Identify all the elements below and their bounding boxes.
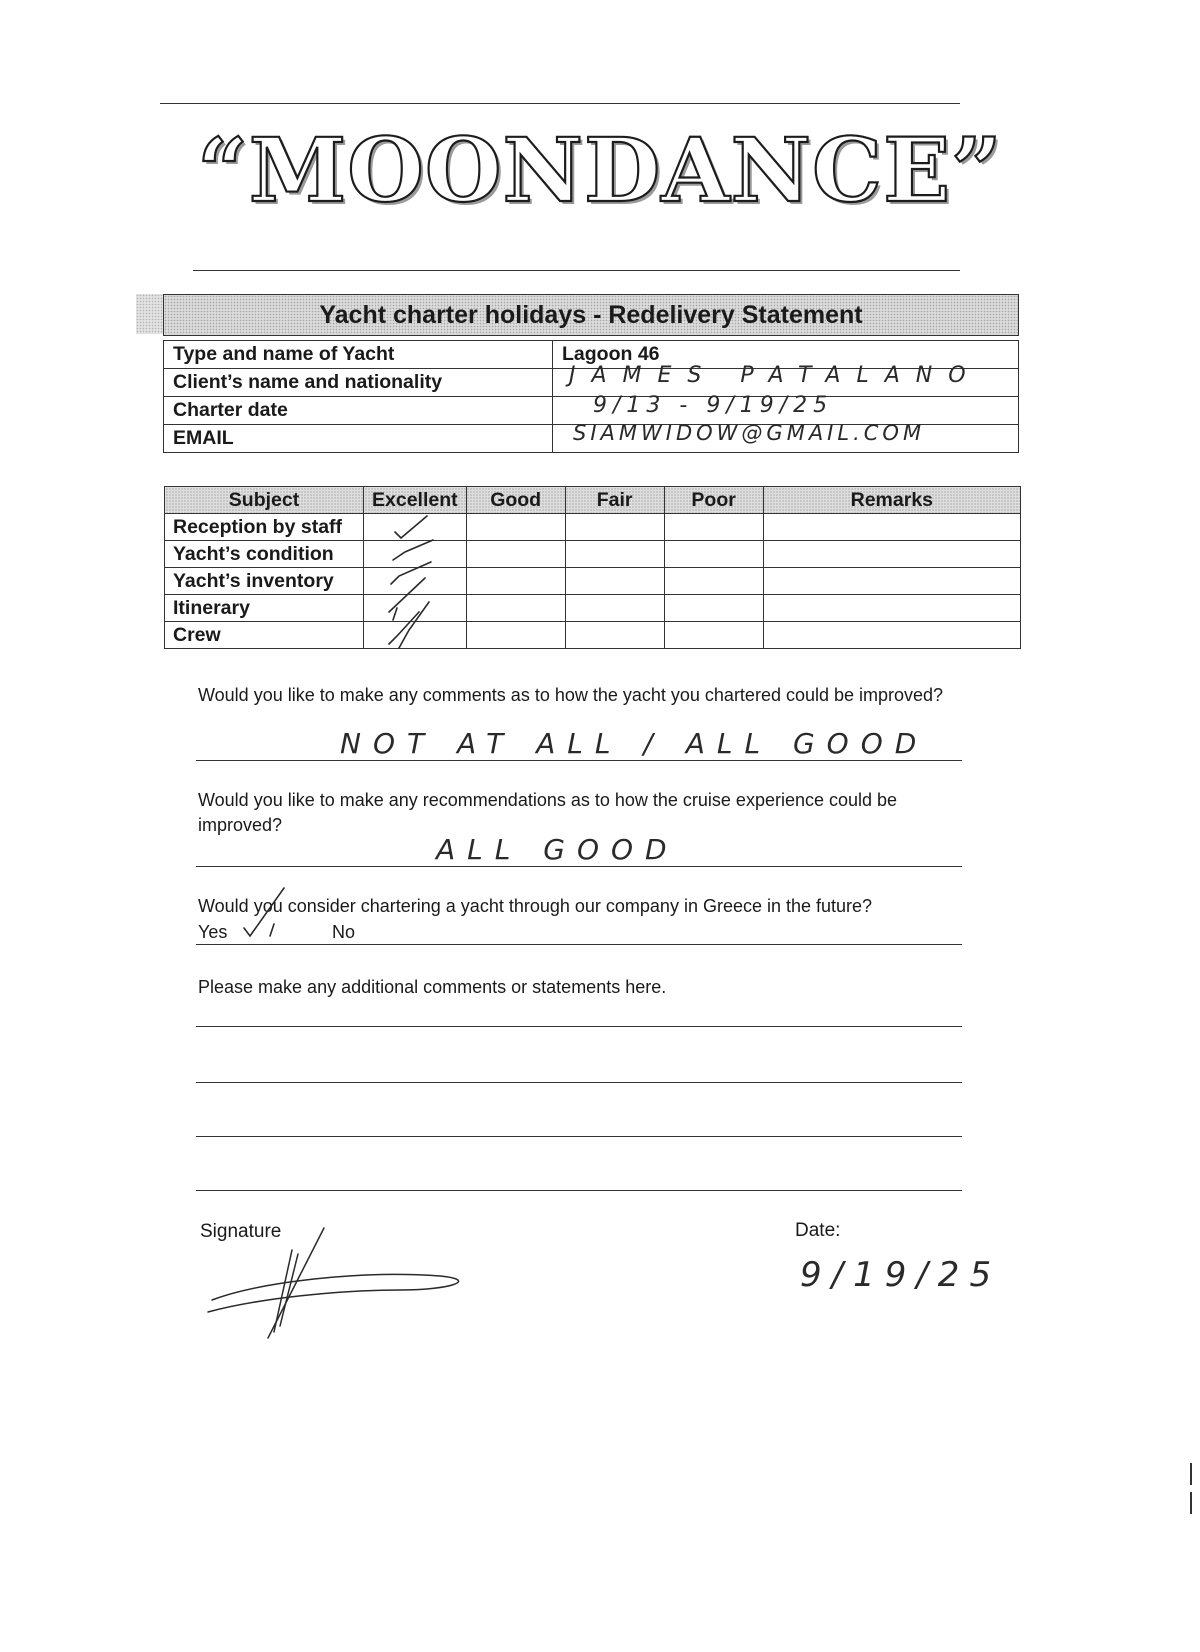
remarks-cell (763, 541, 1020, 568)
subject-cell: Yacht’s inventory (165, 568, 364, 595)
question-2: Would you like to make any recommendations as to how the cruise experience could be improved? (198, 790, 898, 835)
poor-cell (664, 568, 763, 595)
date-value: 9/19/25 (800, 1255, 1002, 1295)
email-label: EMAIL (164, 425, 553, 453)
good-cell (466, 514, 565, 541)
remarks-cell (763, 622, 1020, 649)
header-remarks: Remarks (763, 487, 1020, 514)
client-value: JAMES PATALANO (569, 363, 982, 388)
table-row (165, 622, 1021, 649)
rating-table (164, 486, 1021, 649)
table-row (164, 369, 1019, 397)
answer-2: ALL GOOD (436, 833, 679, 866)
checkmark-icon (244, 888, 284, 936)
remarks-cell (763, 595, 1020, 622)
answer-3-line (196, 944, 962, 945)
client-label: Client’s name and nationality (164, 369, 553, 397)
header-fair: Fair (565, 487, 664, 514)
date-label: Date: (795, 1220, 841, 1241)
header-good: Good (466, 487, 565, 514)
checkmark-icon (395, 516, 427, 538)
poor-cell (664, 541, 763, 568)
fair-cell (565, 568, 664, 595)
title-rule (193, 270, 960, 271)
question-1: Would you like to make any comments as to how the yacht you chartered could be improved? (198, 685, 944, 705)
subject-cell: Itinerary (165, 595, 364, 622)
remarks-cell (763, 514, 1020, 541)
header-subject: Subject (165, 487, 364, 514)
table-row (165, 595, 1021, 622)
scan-mark (1190, 1492, 1192, 1514)
fair-cell (565, 514, 664, 541)
answer-1: NOT AT ALL / ALL GOOD (340, 727, 929, 760)
subject-cell: Yacht’s condition (165, 541, 364, 568)
question-3: Would you consider chartering a yacht through our company in Greece in the future? (198, 896, 873, 916)
yes-label: Yes (198, 922, 228, 942)
header-excellent: Excellent (364, 487, 467, 514)
checkmark-icon (393, 602, 429, 648)
email-field (553, 421, 1019, 453)
answer-1-line (196, 760, 962, 761)
no-label: No (332, 922, 356, 942)
comment-line-4 (196, 1190, 962, 1191)
signature (200, 1220, 480, 1350)
table-header-row (165, 487, 1021, 514)
comment-line-2 (196, 1082, 962, 1083)
checkmark-icon (389, 578, 425, 612)
fair-cell (565, 595, 664, 622)
document-title: “MOONDANCE” (197, 118, 1003, 222)
subject-cell: Crew (165, 622, 364, 649)
excellent-checkmarks (385, 512, 445, 657)
yes-checkmark (240, 884, 300, 944)
comment-line-3 (196, 1136, 962, 1137)
charter-label: Charter date (164, 397, 553, 425)
table-row (165, 541, 1021, 568)
fair-cell (565, 541, 664, 568)
header-poor: Poor (664, 487, 763, 514)
checkmark-icon (391, 562, 431, 584)
email-value: SIAMWIDOW@GMAIL.COM (573, 421, 926, 445)
checkmark-icon (393, 540, 433, 560)
yacht-label: Type and name of Yacht (164, 341, 553, 369)
banner-shading (136, 294, 164, 334)
answer-2-line (196, 866, 962, 867)
poor-cell (664, 514, 763, 541)
top-rule (160, 103, 960, 104)
question-4: Please make any additional comments or statements here. (198, 977, 667, 997)
comment-line-1 (196, 1026, 962, 1027)
signature-label: Signature (200, 1221, 282, 1242)
table-row (165, 568, 1021, 595)
subject-cell: Reception by staff (165, 514, 364, 541)
form-banner: Yacht charter holidays - Redelivery Statement (163, 294, 1019, 336)
charter-value: 9/13 - 9/19/25 (593, 393, 834, 418)
yacht-value: Lagoon 46 (553, 341, 1019, 369)
good-cell (466, 568, 565, 595)
good-cell (466, 541, 565, 568)
poor-cell (664, 595, 763, 622)
good-cell (466, 595, 565, 622)
table-row (164, 425, 1019, 453)
good-cell (466, 622, 565, 649)
info-table (163, 340, 1019, 453)
remarks-cell (763, 568, 1020, 595)
fair-cell (565, 622, 664, 649)
poor-cell (664, 622, 763, 649)
table-row (165, 514, 1021, 541)
scan-mark (1190, 1463, 1192, 1485)
